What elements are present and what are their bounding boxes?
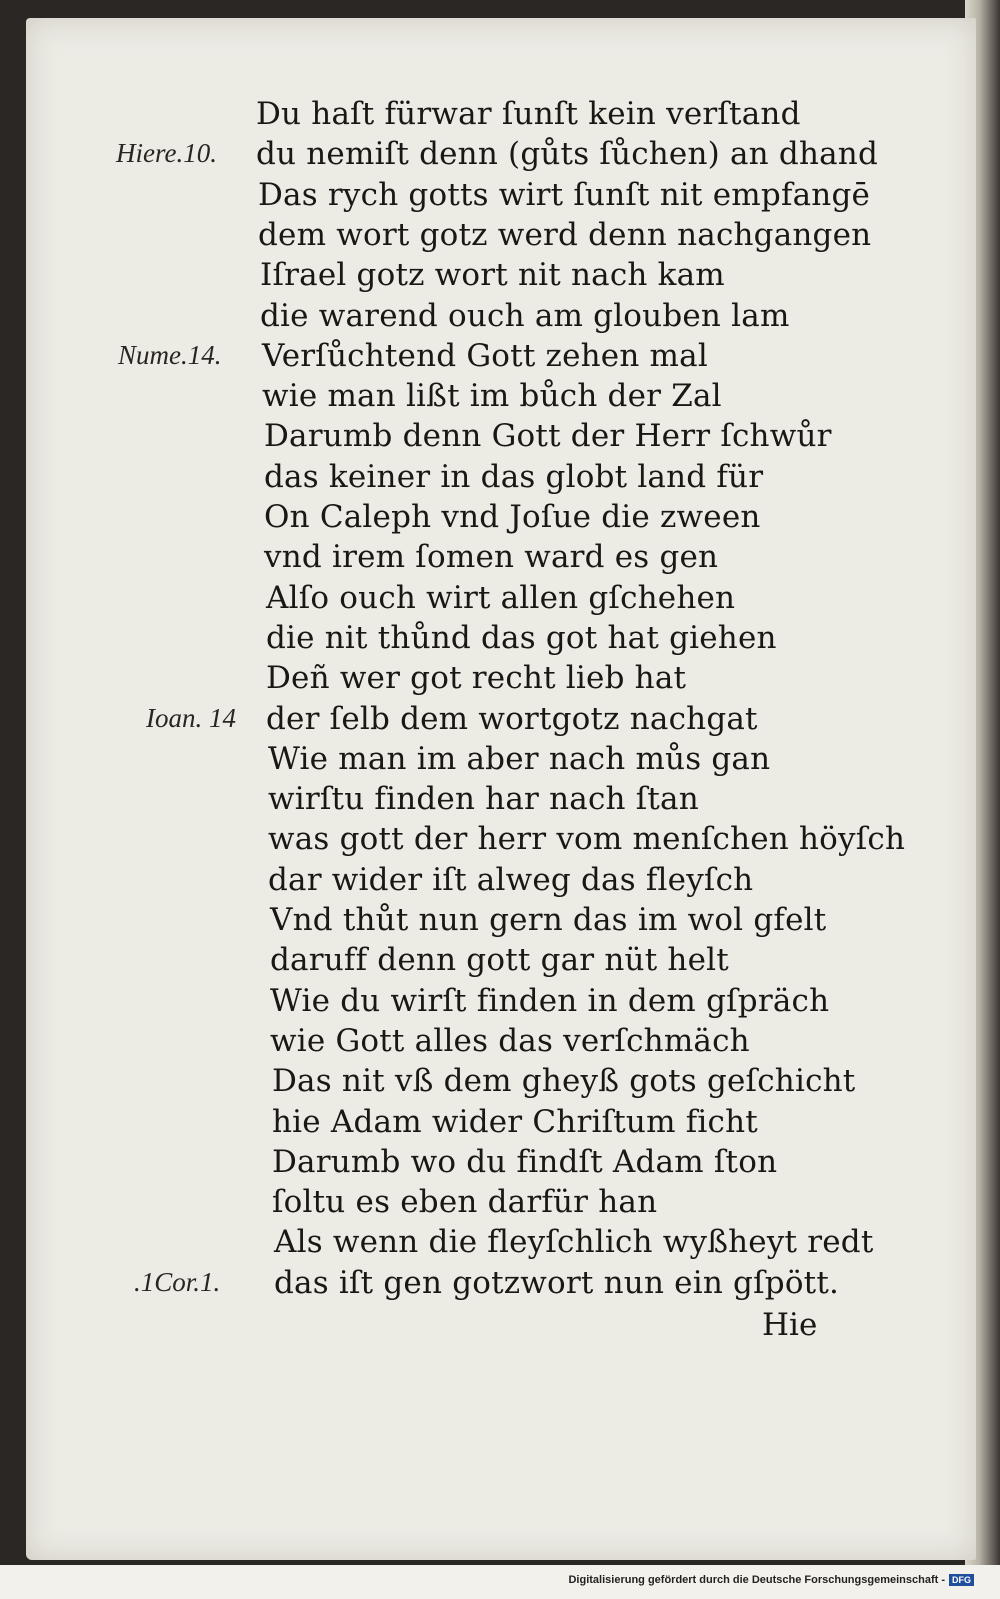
verse-line: Alſo ouch wirt allen gſchehen — [266, 579, 736, 616]
digitization-credit — [568, 1574, 974, 1586]
verse-line: Vnd thůt nun gern das im wol gfelt — [270, 902, 827, 938]
verse-line: die nit thůnd das got hat giehen — [266, 619, 777, 656]
verse-line: Verſůchtend Gott zehen mal — [262, 337, 708, 374]
verse-line: Das rych gotts wirt ſunſt nit empfangē — [258, 176, 871, 213]
verse-line: was gott der herr vom menſchen höyſch — [268, 821, 906, 858]
verse-line: Das nit vß dem gheyß gots geſchicht — [272, 1063, 856, 1100]
verse-line: Du haſt fürwar ſunſt kein verſtand — [256, 96, 801, 132]
verse-line: dem wort gotz werd denn nachgangen — [258, 216, 872, 253]
catchword: Hie — [762, 1307, 818, 1343]
verse-line: wirſtu finden har nach ſtan — [268, 781, 699, 818]
verse-line: hie Adam wider Chriſtum ficht — [272, 1103, 758, 1140]
verse-line: wie man lißt im bůch der Zal — [262, 378, 722, 415]
verse-line: daruff denn gott gar nüt helt — [270, 942, 729, 979]
verse-line: du nemiſt denn (gůts ſůchen) an dhand — [256, 136, 878, 173]
verse-line: Darumb wo du findſt Adam ſton — [272, 1143, 778, 1180]
verse-line: On Caleph vnd Joſue die zween — [264, 499, 761, 535]
verse-line: Als wenn die fleyſchlich wyßheyt redt — [274, 1224, 874, 1261]
credit-text: Digitalisierung gefördert durch die Deutsche Forschungsgemeinschaft - — [568, 1574, 945, 1586]
verse-line: dar wider iſt alweg das fleyſch — [268, 861, 754, 898]
verse-line: Iſrael gotz wort nit nach kam — [260, 257, 725, 294]
verse-line: das iſt gen gotzwort nun ein gſpött. — [274, 1264, 840, 1301]
verse-line: wie Gott alles das verſchmäch — [270, 1022, 750, 1059]
verse-line: die warend ouch am glouben lam — [260, 297, 790, 334]
verse-line: der ſelb dem wortgotz nachgat — [266, 700, 758, 737]
verse-line: Deñ wer got recht lieb hat — [266, 660, 687, 697]
verse-line: Wie man im aber nach můs gan — [268, 740, 771, 777]
margin-note: Ioan. 14 — [146, 702, 236, 733]
margin-note: .1Cor.1. — [134, 1266, 221, 1297]
margin-note: Nume.14. — [118, 339, 222, 370]
verse-line: Darumb denn Gott der Herr ſchwůr — [264, 418, 832, 455]
verse-line: Wie du wirſt finden in dem gſpräch — [270, 982, 830, 1019]
dfg-logo: DFG — [949, 1574, 974, 1586]
verse-line: das keiner in das globt land für — [264, 458, 764, 495]
verse-line: ſoltu es eben darfür han — [272, 1184, 658, 1221]
margin-note: Hiere.10. — [116, 138, 217, 169]
verse-line: vnd irem ſomen ward es gen — [264, 539, 719, 576]
book-page — [26, 18, 976, 1560]
